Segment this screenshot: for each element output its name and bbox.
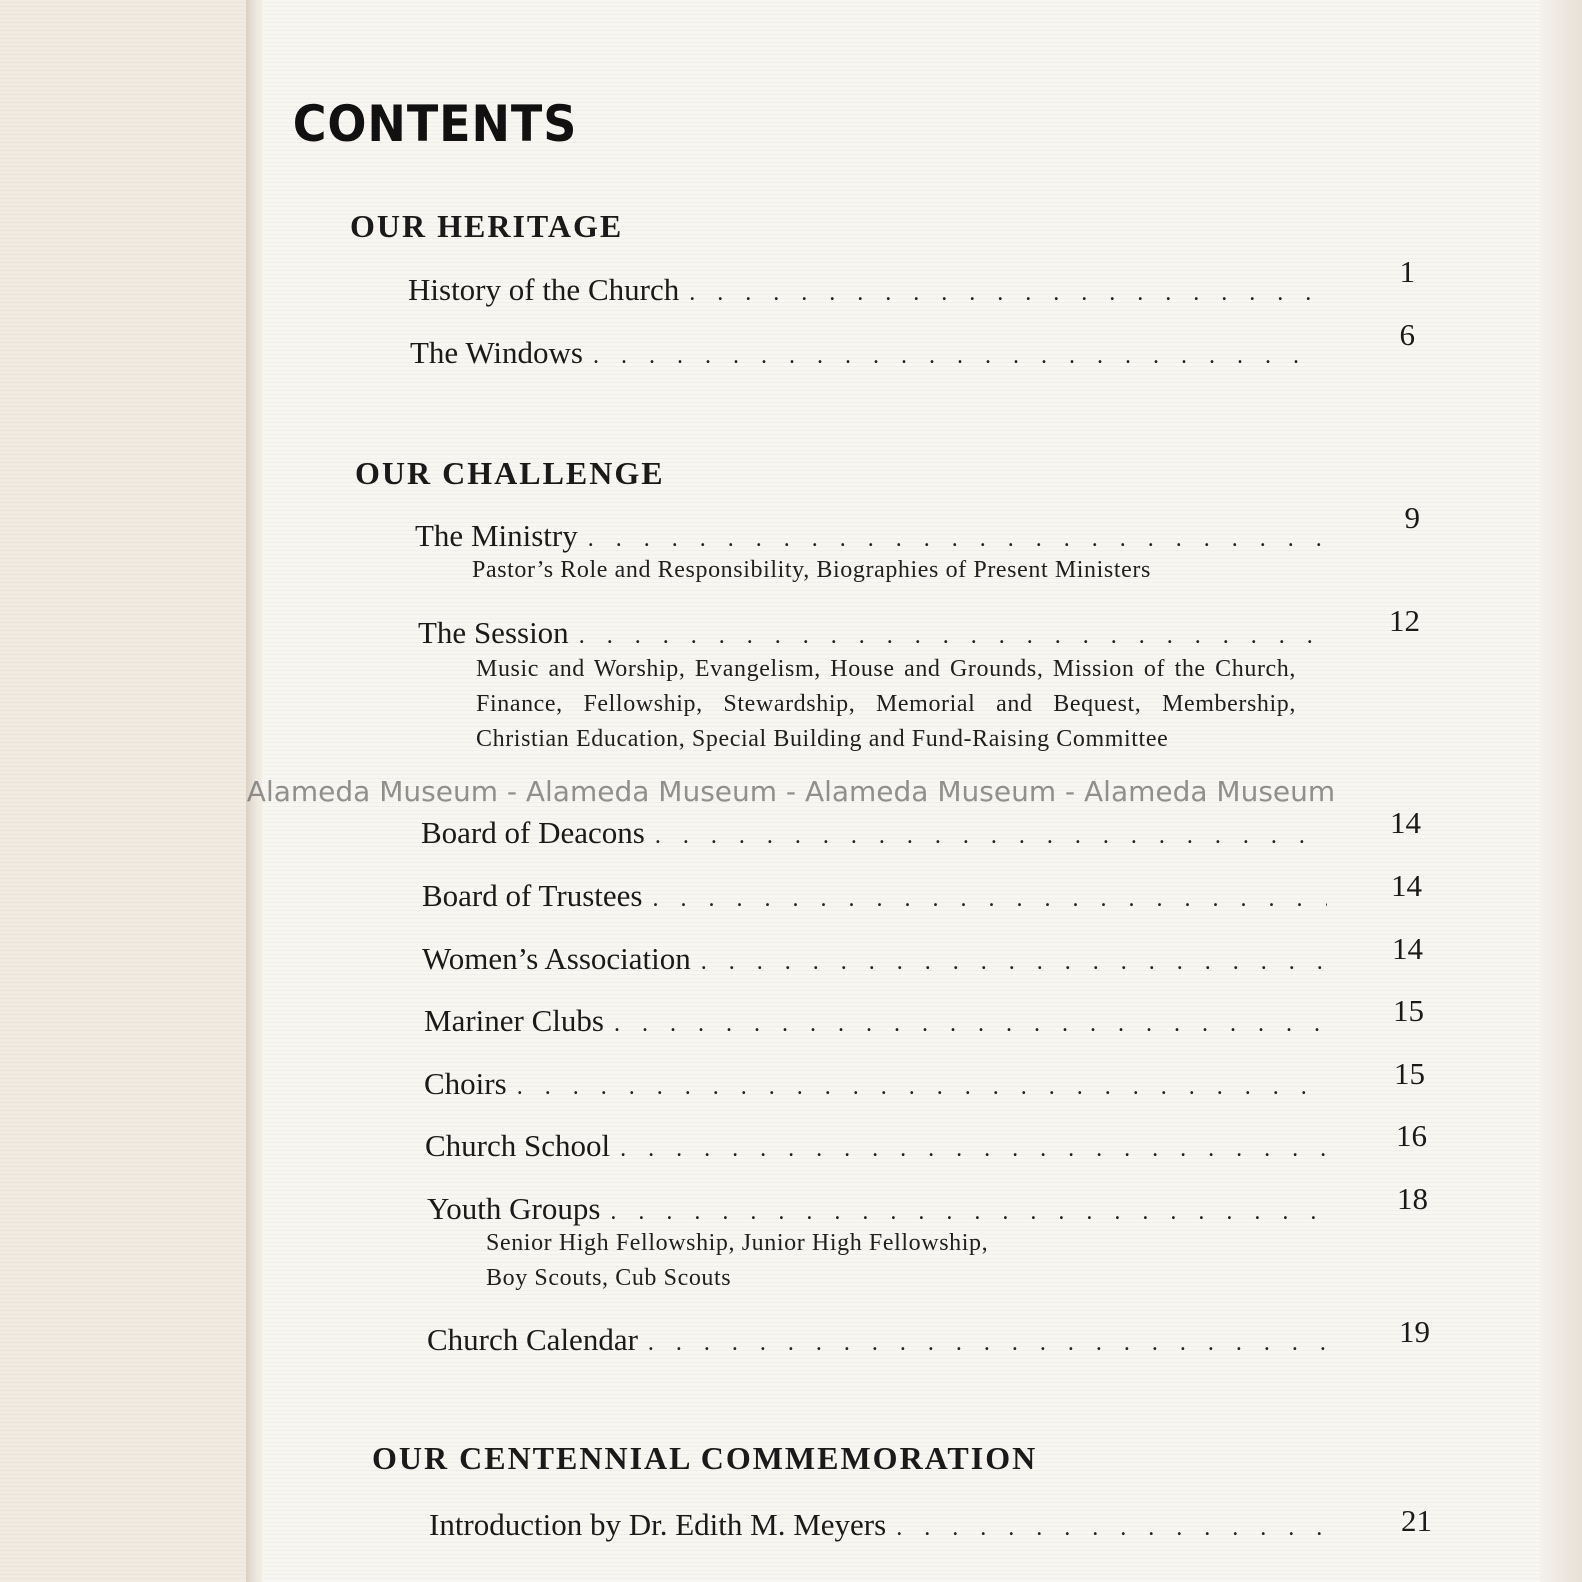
toc-page-number: 21 <box>1401 1503 1432 1538</box>
toc-entry[interactable] <box>422 868 1422 918</box>
dot-leader <box>648 1330 1335 1357</box>
dot-leader <box>610 1199 1333 1226</box>
toc-entry-label: Church School <box>425 1128 611 1163</box>
watermark: Alameda Museum - Alameda Museum - Alameda Museum - Alameda Museum <box>246 775 1336 808</box>
toc-entry-label: The Session <box>418 615 569 650</box>
toc-page-number: 15 <box>1394 1056 1425 1091</box>
toc-entry[interactable] <box>425 1118 1427 1168</box>
page-title: CONTENTS <box>292 95 578 153</box>
toc-page-number: 9 <box>1404 500 1420 535</box>
section-heading-commemoration: OUR CENTENNIAL COMMEMORATION <box>372 1440 1038 1476</box>
toc-entry-description: Music and Worship, Evangelism, House and Grounds, Mission of the Church, Finance, Fellowship, Stewardship, Memorial and Bequest, Membership, Christian Education, Special Building and Fund-Raising Committee <box>476 656 1296 752</box>
toc-page-number: 14 <box>1392 931 1423 966</box>
toc-entry-label: Introduction by Dr. Edith M. Meyers <box>429 1507 887 1542</box>
toc-entry-label: Mariner Clubs <box>424 1003 604 1038</box>
toc-page-number: 12 <box>1389 603 1420 638</box>
toc-entry[interactable] <box>421 805 1421 855</box>
toc-entry[interactable] <box>424 993 1424 1043</box>
toc-entry[interactable] <box>429 1503 1432 1547</box>
dot-leader <box>593 343 1320 370</box>
toc-page-number: 15 <box>1393 993 1424 1028</box>
dot-leader <box>517 1074 1330 1101</box>
toc-entry[interactable] <box>427 1314 1430 1362</box>
section-heading-heritage: OUR HERITAGE <box>350 208 624 244</box>
dot-leader <box>620 1136 1332 1163</box>
toc-entry-label: Youth Groups <box>427 1191 601 1226</box>
toc-entry-label: Church Calendar <box>427 1322 638 1357</box>
toc-entry-description <box>486 1226 1186 1296</box>
toc-entry-label: The Windows <box>410 335 583 370</box>
toc-entry[interactable] <box>418 603 1420 655</box>
toc-entry-label: Women’s Association <box>422 941 691 976</box>
toc-entry-label: Board of Deacons <box>421 815 645 850</box>
dot-leader <box>614 1011 1329 1038</box>
dot-leader <box>579 623 1325 650</box>
toc-entry-label: History of the Church <box>408 272 680 307</box>
toc-page-number: 14 <box>1391 868 1422 903</box>
toc-page-number: 18 <box>1397 1181 1428 1216</box>
toc-entry[interactable] <box>415 500 1420 558</box>
toc-page-number: 1 <box>1399 254 1415 289</box>
toc-entry[interactable] <box>410 317 1415 375</box>
toc-entry[interactable] <box>424 1056 1425 1106</box>
dot-leader <box>701 949 1328 976</box>
toc-entry[interactable] <box>427 1181 1428 1231</box>
section-heading-challenge: OUR CHALLENGE <box>355 455 665 491</box>
toc-entry-label: Choirs <box>424 1066 507 1101</box>
toc-page-number: 19 <box>1399 1314 1430 1349</box>
dot-leader <box>689 280 1320 307</box>
dot-leader <box>655 823 1326 850</box>
toc-entry-description: Pastor’s Role and Responsibility, Biographies of Present Ministers <box>472 557 1151 583</box>
description-line: Senior High Fellowship, Junior High Fellowship, <box>486 1230 989 1256</box>
dot-leader <box>588 526 1325 553</box>
toc-entry[interactable] <box>422 931 1423 981</box>
toc-entry-label: The Ministry <box>415 518 578 553</box>
toc-page-number: 16 <box>1396 1118 1427 1153</box>
toc-entry[interactable] <box>408 254 1415 312</box>
toc-page-number: 14 <box>1390 805 1421 840</box>
dot-leader <box>652 886 1327 913</box>
description-line: Boy Scouts, Cub Scouts <box>486 1265 732 1291</box>
toc-entry-label: Board of Trustees <box>422 878 643 913</box>
dot-leader <box>896 1515 1337 1542</box>
toc-page-number: 6 <box>1399 317 1415 352</box>
